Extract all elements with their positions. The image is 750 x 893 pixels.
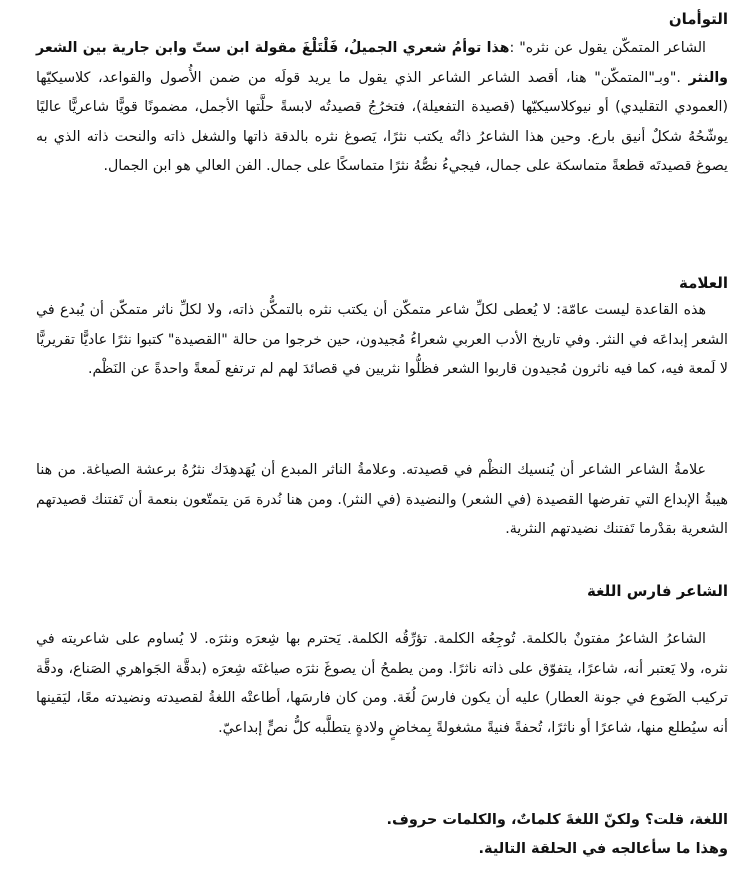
paragraph-rest: ."وبـ"المتمكّن" هنا، أقصد الشاعر الشاعر الذي يقول ما يريد قولَه من ضمن الأُصول والقواعد، كلاسيكيّها (العمودي التقليدي) أو نيوكلاسيكيّها (قصيدة التفعيلة)، فتخرُجُ قصيدتُه لابسةً حلَّتها الأجمل، مضمونًا قويًّا شاعريًّا عاليًا يوشّحُهُ شكلٌ أنيق بارع. وحين هذا الشاعرُ ذاتُه يكتب نثرًا، يَصوغ نثره بالدقة ذاتها والشغل ذاته والنحت ذاته الذي به يصوغ قصيدتَه قطعةً متماسكة على جمال، فيجيءُ نصُّهُ نثرًا متماسكًا على جمال. الفن العالي هو ابن الجمال. [36,69,728,175]
section-heading-sign: العلامة [678,274,728,292]
section-heading-twins: التوأمان [668,10,728,28]
section-paragraph: هذه القاعدة ليست عامّة: لا يُعطى لكلِّ شاعر متمكّن أن يكتب نثره بالتمكُّن ذاته، ولا لكلِّ ناثر متمكّن أن يُبدع في الشعر إبداعَه في النثر. وفي تاريخ الأدب العربي شعراءُ مُجيدون، حين خرجوا من حالة "القصيدة" كتبوا نثرًا عاديًّا تقريريًّا لا لَمعة فيه، كما فيه ناثرون مُجيدون قاربوا الشعر فظلُّوا نثريين في قصائدَ لهم لم ترتفع لَمعةً واحدةً عن النَظْم. [36,302,728,378]
section-paragraph: علامةُ الشاعر الشاعر أن يُنسيك النظْم في قصيدته. وعلامةُ الناثر المبدع أن يُهَدهِدَك نثرُهُ برعشة الصياغة. من هنا هيبةُ الإبداع التي تفرضها القصيدة (في الشعر) والنضيدة (في النثر). ومن هنا نُدرة مَن يتمتّعون بنعمة أن تَفتنك قصيدتهم الشعرية بقدْرما تَفتنك نضيدتهم النثرية. [36,462,728,538]
closing-line: اللغة، قلت؟ ولكنّ اللغةَ كلماتٌ، والكلمات حروف. [386,812,728,828]
closing-line: وهذا ما سأعالجه في الحلقة التالية. [478,841,728,857]
section-heading-language-knight: الشاعر فارس اللغة [587,582,728,600]
section-paragraph [36,34,728,182]
paragraph-lead: الشاعر المتمكّن يقول عن نثره" : [509,40,706,56]
closing-block [36,806,728,864]
paragraph-quote-bold: هذا توأمُ شعري الجميلُ، فَلْتَلْغَ مقولة ابن ستّ وابن جارية بين الشعر والنثر [36,40,728,86]
section-paragraph: الشاعرُ الشاعرُ مفتونٌ بالكلمة. تُوجِعُه الكلمة. تؤرِّقُه الكلمة. يَحترم بها شِعرَه ونثرَه. لا يُساوم على شاعريته في نثره، ولا يَعتبر أنه، شاعرًا، يتفوّق على ذاته ناثرًا. ومن يطمحُ أن يصوغَ نثرَه صياغتَه شِعرَه (بدقَّة الجَواهري الصَناع، ودقَّة تركيب الضَوع في جونة العطار) عليه أن يكون فارسَ لُغَة. ومن كان فارسَها، أطاعتْه اللغةُ لقصيدته ونضيدته معًا، ليَقينها أنه سيُطلع منها، شاعرًا أو ناثرًا، تُحفةً فنيةً مشغولةً بِمخاضٍ ولادةٍ يتطلَّبه كلُّ نصٍّ إبداعيّ. [36,631,728,736]
